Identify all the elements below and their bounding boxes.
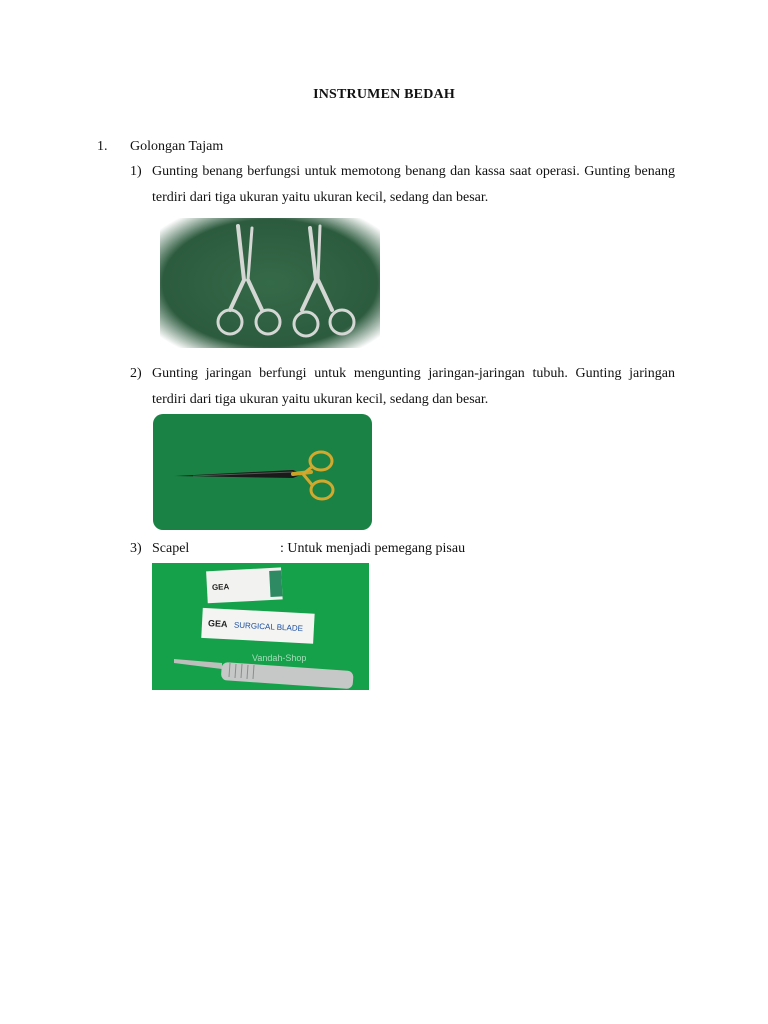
item-2-number: 2) — [130, 366, 142, 381]
package-label: SURGICAL BLADE — [233, 620, 304, 634]
item-3-text: : Untuk menjadi pemegang pisau — [280, 541, 466, 556]
tissue-scissors-photo — [153, 414, 372, 530]
brand-label-small: GEA — [211, 582, 230, 593]
item-1-number: 1) — [130, 164, 142, 179]
item-3-number: 3) — [130, 541, 142, 556]
page-title: INSTRUMEN BEDAH — [313, 87, 455, 102]
item-3-label: Scapel — [152, 541, 190, 556]
watermark: Vandah-Shop — [252, 653, 307, 663]
scalpel-photo — [152, 563, 369, 690]
item-2-text: Gunting jaringan berfungi untuk mengunting jaringan-jaringan tubuh. Gunting jaringan terdiri dari tiga ukuran yaitu ukuran kecil, sedang dan besar. — [152, 366, 675, 407]
brand-label: GEA — [207, 618, 228, 630]
suture-scissors-photo — [160, 218, 380, 348]
section-number: 1. — [97, 139, 108, 154]
section-heading: Golongan Tajam — [130, 139, 224, 154]
item-1-text: Gunting benang berfungsi untuk memotong benang dan kassa saat operasi. Gunting benang terdiri dari tiga ukuran yaitu ukuran kecil, sedang dan besar. — [152, 164, 675, 205]
